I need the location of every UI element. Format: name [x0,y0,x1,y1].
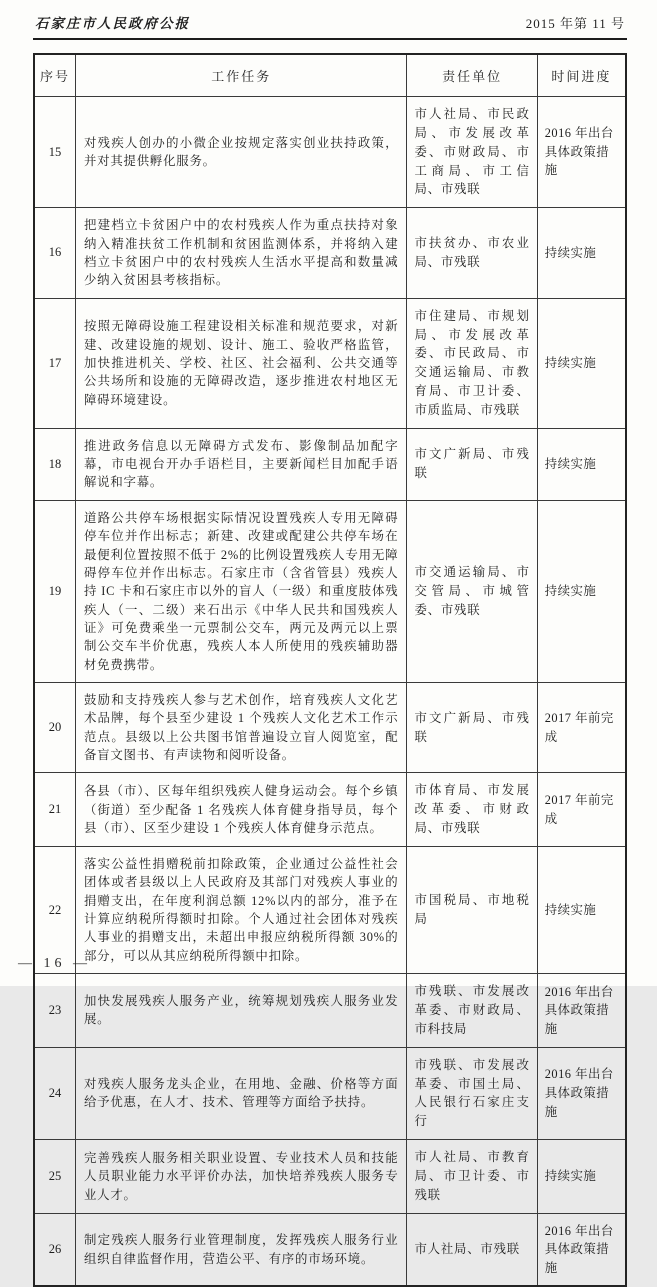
row-number-cell: 22 [34,847,75,974]
responsible-unit-cell: 市人社局、市教育局、市卫计委、市残联 [407,1140,537,1214]
task-cell: 对残疾人服务龙头企业，在用地、金融、价格等方面给予优惠，在人才、技术、管理等方面给予扶持。 [75,1047,407,1139]
time-schedule-cell: 2017 年前完成 [537,773,626,847]
gazette-title: 石家庄市人民政府公报 [35,16,190,31]
responsible-unit-cell: 市国税局、市地税局 [407,847,537,974]
table-row [34,97,626,208]
time-schedule-cell: 持续实施 [537,298,626,428]
row-number-cell: 25 [34,1140,75,1214]
column-header-no: 序号 [34,54,75,97]
time-schedule-cell: 2016 年出台具体政策措施 [537,1047,626,1139]
table-row [34,847,626,974]
task-cell: 加快发展残疾人服务产业，统筹规划残疾人服务业发展。 [75,974,407,1048]
row-number-cell: 15 [34,97,75,208]
row-number-cell: 21 [34,773,75,847]
table-row [34,683,626,773]
issue-number: 2015 年第 11 号 [525,16,625,31]
responsible-unit-cell: 市残联、市发展改革委、市财政局、市科技局 [407,974,537,1048]
table-row [34,974,626,1048]
task-table-body [34,97,626,1287]
table-row [34,773,626,847]
time-schedule-cell: 持续实施 [537,428,626,500]
time-schedule-cell: 2017 年前完成 [537,683,626,773]
responsible-unit-cell: 市人社局、市民政局、市发展改革委、市财政局、市工商局、市工信局、市残联 [407,97,537,208]
time-schedule-cell: 持续实施 [537,208,626,298]
task-cell: 推进政务信息以无障碍方式发布、影像制品加配字幕，市电视台开办手语栏目，主要新闻栏目加配手语解说和字幕。 [75,428,407,500]
task-cell: 对残疾人创办的小微企业按规定落实创业扶持政策，并对其提供孵化服务。 [75,97,407,208]
task-cell: 制定残疾人服务行业管理制度，发挥残疾人服务行业组织自律监督作用，营造公平、有序的市场环境。 [75,1213,407,1286]
row-number-cell: 19 [34,500,75,682]
task-cell: 按照无障碍设施工程建设相关标准和规范要求，对新建、改建设施的规划、设计、施工、验收严格监管，加快推进机关、学校、社区、社会福利、公共交通等公共场所和设施的无障碍改造，逐步推进农村地区无障碍环境建设。 [75,298,407,428]
responsible-unit-cell: 市文广新局、市残联 [407,428,537,500]
table-row [34,1047,626,1139]
responsible-unit-cell: 市扶贫办、市农业局、市残联 [407,208,537,298]
table-row [34,208,626,298]
task-cell: 把建档立卡贫困户中的农村残疾人作为重点扶持对象纳入精准扶贫工作机制和贫困监测体系，并将纳入建档立卡贫困户中的农村残疾人生活水平提高和数量减少纳入贫困县考核指标。 [75,208,407,298]
time-schedule-cell: 2016 年出台具体政策措施 [537,1213,626,1286]
page-number: — 16 — [18,956,91,971]
responsible-unit-cell: 市残联、市发展改革委、市国土局、人民银行石家庄支行 [407,1047,537,1139]
task-cell: 鼓励和支持残疾人参与艺术创作，培育残疾人文化艺术品牌，每个县至少建设 1 个残疾人文化艺术工作示范点。县级以上公共图书馆普遍设立盲人阅览室，配备盲文图书、有声读物和阅听设备。 [75,683,407,773]
task-table-header [34,54,626,97]
time-schedule-cell: 2016 年出台具体政策措施 [537,97,626,208]
responsible-unit-cell: 市人社局、市残联 [407,1213,537,1286]
time-schedule-cell: 持续实施 [537,847,626,974]
column-header-time: 时间进度 [537,54,626,97]
row-number-cell: 16 [34,208,75,298]
task-cell: 完善残疾人服务相关职业设置、专业技术人员和技能人员职业能力水平评价办法，加快培养残疾人服务专业人才。 [75,1140,407,1214]
column-header-task: 工作任务 [75,54,407,97]
task-table [33,53,627,1287]
row-number-cell: 20 [34,683,75,773]
responsible-unit-cell: 市住建局、市规划局、市发展改革委、市民政局、市交通运输局、市教育局、市卫计委、市质监局、市残联 [407,298,537,428]
row-number-cell: 26 [34,1213,75,1286]
responsible-unit-cell: 市交通运输局、市交管局、市城管委、市残联 [407,500,537,682]
time-schedule-cell: 持续实施 [537,500,626,682]
time-schedule-cell: 2016 年出台具体政策措施 [537,974,626,1048]
table-row [34,298,626,428]
table-row [34,1213,626,1286]
row-number-cell: 18 [34,428,75,500]
row-number-cell: 17 [34,298,75,428]
table-row [34,1140,626,1214]
responsible-unit-cell: 市体育局、市发展改革委、市财政局、市残联 [407,773,537,847]
table-row [34,428,626,500]
header-row [34,54,626,97]
responsible-unit-cell: 市文广新局、市残联 [407,683,537,773]
task-cell: 各县（市）、区每年组织残疾人健身运动会。每个乡镇（街道）至少配备 1 名残疾人体育健身指导员，每个县（市）、区至少建设 1 个残疾人体育健身示范点。 [75,773,407,847]
time-schedule-cell: 持续实施 [537,1140,626,1214]
row-number-cell: 23 [34,974,75,1048]
masthead [33,10,627,40]
table-row [34,500,626,682]
task-cell: 道路公共停车场根据实际情况设置残疾人专用无障碍停车位并作出标志；新建、改建或配建公共停车场在最便利位置按照不低于 2%的比例设置残疾人专用无障碍停车位并作出标志。石家庄市（含省管县）残疾人持 IC 卡和石家庄市以外的盲人（一级）和重度肢体残疾人（一、二级）来石出示《中华人民共和国残疾人证》可免费乘坐一元票制公交车，两元及两元以上票制公交车半价优惠，残疾人本人所使用的残疾辅助器材免费携带。 [75,500,407,682]
row-number-cell: 24 [34,1047,75,1139]
task-cell: 落实公益性捐赠税前扣除政策，企业通过公益性社会团体或者县级以上人民政府及其部门对残疾人事业的捐赠支出，在年度利润总额 12%以内的部分，准予在计算应纳税所得额时扣除。个人通过社会团体对残疾人事业的捐赠支出，未超出申报应纳税所得额 30%的部分，可以从其应纳税所得额中扣除。 [75,847,407,974]
column-header-unit: 责任单位 [407,54,537,97]
